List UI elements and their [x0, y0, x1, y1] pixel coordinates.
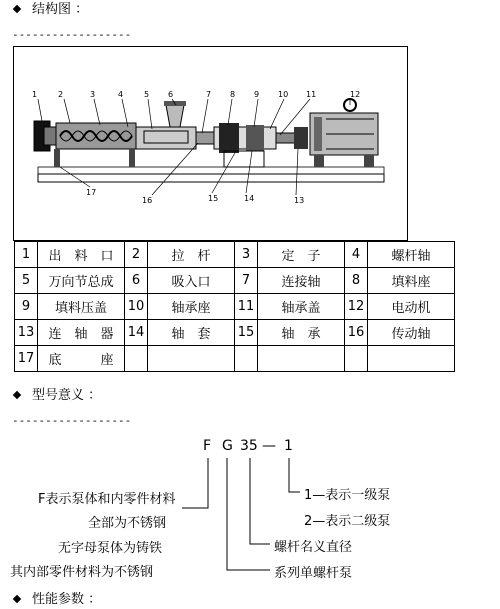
callout: 4 — [118, 90, 124, 99]
code-letter-f: F — [203, 438, 212, 454]
code-dash: — — [262, 438, 276, 454]
callout: 14 — [244, 194, 255, 203]
callout: 17 — [86, 188, 97, 197]
table-row: 5 万向节总成 6 吸入口 7 连接轴 8 填料座 — [15, 268, 455, 294]
callout: 6 — [168, 90, 174, 99]
code-letter-g: G — [222, 438, 233, 454]
bullet-icon — [13, 594, 21, 602]
model-right-line-1: 1—表示一级泵 — [304, 488, 391, 503]
model-left-line-1: F表示泵体和内零件材料 — [38, 492, 176, 507]
bullet-icon — [13, 4, 21, 12]
callout: 9 — [254, 90, 260, 99]
pump-drawing — [14, 47, 407, 240]
callout: 8 — [230, 90, 236, 99]
callout: 13 — [294, 196, 305, 205]
section-heading-structure: 结构图 ： — [14, 2, 88, 18]
callout: 2 — [58, 90, 64, 99]
code-diameter: 35 — [240, 438, 258, 454]
callout: 7 — [206, 90, 212, 99]
callout: 1 — [32, 90, 38, 99]
table-row: 13 连 轴 器 14 轴 套 15 轴 承 16 传动轴 — [15, 320, 455, 346]
bullet-icon — [13, 390, 21, 398]
parts-table — [14, 241, 455, 372]
callout: 10 — [278, 90, 289, 99]
table-row: 1 出 料 口 2 拉 杆 3 定 子 4 螺杆轴 — [15, 242, 455, 268]
section-heading-performance: 性能参数 ： — [14, 592, 101, 608]
model-meaning-diagram — [0, 430, 500, 580]
model-left-line-3: 无字母泵体为铸铁 — [58, 541, 163, 556]
callout: 16 — [142, 196, 153, 205]
callout: 12 — [350, 90, 361, 99]
callout: 5 — [144, 90, 150, 99]
table-row: 17 底 座 — [15, 346, 455, 372]
callout: 3 — [90, 90, 96, 99]
model-right-line-3: 螺杆名义直径 — [274, 540, 353, 555]
structure-diagram — [13, 46, 408, 241]
model-left-line-2: 全部为不锈钢 — [88, 516, 167, 531]
model-right-line-2: 2—表示二级泵 — [304, 514, 391, 529]
divider-line: ------------------ — [12, 414, 132, 427]
model-right-line-4: 系列单螺杆泵 — [274, 566, 353, 581]
model-left-line-4: 其内部零件材料为不锈钢 — [10, 565, 154, 580]
callout: 11 — [306, 90, 317, 99]
divider-line: ------------------ — [12, 28, 132, 41]
table-row: 9 填料压盖 10 轴承座 11 轴承盖 12 电动机 — [15, 294, 455, 320]
section-heading-model: 型号意义 ： — [14, 388, 101, 404]
code-suffix: 1 — [284, 438, 293, 454]
callout: 15 — [208, 194, 219, 203]
